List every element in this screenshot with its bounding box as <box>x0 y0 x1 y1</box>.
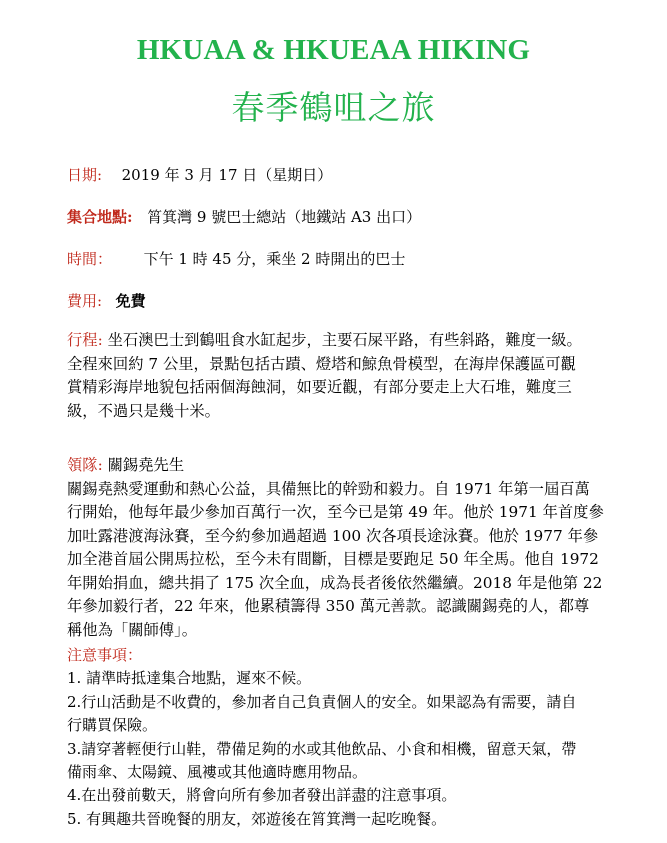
chinese-title: 春季鶴咀之旅 <box>231 88 436 127</box>
time-label: 時間： <box>67 250 113 268</box>
note-item: 5. 有興趣共晉晚餐的朋友，郊遊後在筲箕灣一起吃晚餐。 <box>67 809 447 828</box>
note-item: 3.請穿著輕便行山鞋，帶備足夠的水或其他飲品、小食和相機，留意天氣，帶 <box>67 739 577 758</box>
fee-value: 免費 <box>115 292 146 310</box>
time-value: 下午 1 時 45 分，乘坐 2 時開出的巴士 <box>143 250 406 268</box>
leader-bio-line: 年開始捐血，總共捐了 175 次全血，成為長者後依然繼續。2018 年是他第 22 <box>67 573 603 592</box>
itinerary-section <box>67 329 612 423</box>
note-item: 備雨傘、太陽鏡、風褸或其他適時應用物品。 <box>67 763 368 782</box>
leader-bio-line: 加吐露港渡海泳賽，至今約參加過超過 100 次各項長途泳賽。他於 1977 年參 <box>67 526 599 545</box>
note-item: 4.在出發前數天，將會向所有參加者發出詳盡的注意事項。 <box>67 786 457 805</box>
note-item: 行購買保險。 <box>67 716 158 735</box>
itinerary-line: 行程: 坐石澳巴士到鶴咀食水缸起步，主要石屎平路，有些斜路，難度一級。 <box>67 331 582 349</box>
note-item: 2.行山活動是不收費的，參加者自己負責個人的安全。如果認為有需要，請自 <box>67 692 577 711</box>
leader-bio-line: 加全港首屆公開馬拉松，至今未有間斷，目標是要跑足 50 年全馬。他自 1972 <box>67 550 599 568</box>
leader-bio-line: 行開始，他每年最少參加百萬行一次，至今已是第 49 年。他於 1971 年首度參 <box>67 503 604 521</box>
meeting-value: 筲箕灣 9 號巴士總站（地鐵站 A3 出口） <box>147 208 422 226</box>
time-row <box>67 248 405 270</box>
notes-section <box>67 644 612 831</box>
notes-label: 注意事項： <box>67 646 143 664</box>
date-row <box>67 164 332 186</box>
leader-bio-line: 年參加毅行者，22 年來，他累積籌得 350 萬元善款。認識關錫堯的人，都尊 <box>67 597 590 615</box>
date-value: 2019 年 3 月 17 日（星期日） <box>121 166 333 184</box>
fee-row <box>67 290 146 312</box>
itinerary-line: 級，不過只是幾十米。 <box>67 401 220 420</box>
english-title: HKUAA & HKUEAA HIKING <box>136 34 531 66</box>
fee-label: 費用: <box>67 292 103 310</box>
itinerary-label: 行程: <box>67 331 103 349</box>
leader-name: 關錫堯先生 <box>107 456 185 474</box>
leader-label: 領隊: <box>67 456 103 474</box>
leader-bio-line: 稱他為「關師傅」。 <box>67 620 198 639</box>
itinerary-line: 賞精彩海岸地貌包括兩個海蝕洞，如要近觀，有部分要走上大石堆，難度三 <box>67 378 572 396</box>
leader-heading <box>67 454 612 478</box>
itinerary-line: 全程來回約 7 公里，景點包括古蹟、燈塔和鯨魚骨模型，在海岸保護區可觀 <box>67 354 576 373</box>
leader-bio-line: 關錫堯熱愛運動和熱心公益，具備無比的幹勁和毅力。自 1971 年第一屆百萬 <box>67 479 590 498</box>
meeting-label: 集合地點: <box>67 208 133 226</box>
meeting-row <box>67 206 421 228</box>
leader-section <box>67 454 612 642</box>
date-label: 日期: <box>67 166 103 184</box>
note-item: 1. 請準時抵達集合地點，遲來不候。 <box>67 669 312 688</box>
